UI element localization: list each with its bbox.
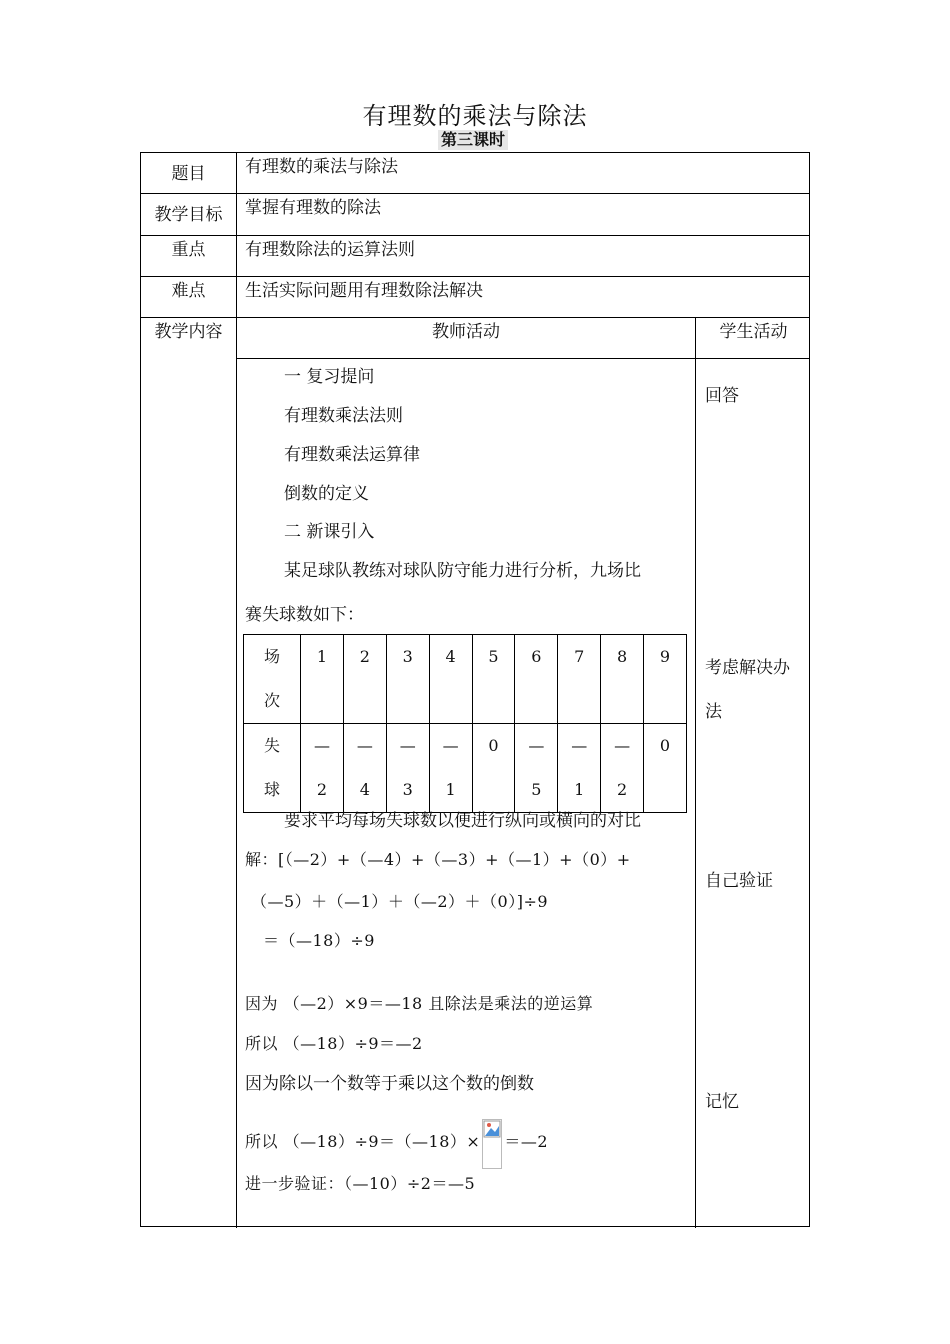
teacher-activity-header: 教师活动 bbox=[432, 322, 500, 342]
goal-cell bbox=[558, 724, 601, 813]
lesson-subtitle: 第三课时 bbox=[438, 130, 508, 150]
review-item-reciprocal: 倒数的定义 bbox=[284, 484, 369, 504]
column-divider bbox=[695, 317, 696, 1228]
student-consider-solution-line2: 法 bbox=[705, 702, 722, 722]
difficulty-label: 难点 bbox=[171, 281, 206, 301]
goal-sign: — bbox=[614, 736, 631, 755]
topic-label: 题目 bbox=[171, 164, 206, 184]
goal-value: 2 bbox=[316, 780, 328, 799]
topic-value: 有理数的乘法与除法 bbox=[245, 157, 398, 177]
key-point-label: 重点 bbox=[171, 240, 206, 260]
fraction-image-icon bbox=[482, 1119, 502, 1169]
game-cell: 9 bbox=[644, 635, 687, 724]
solution-line1: 解：[（—2）+（—4）+（—3）+（—1）+（0）+ bbox=[245, 850, 631, 869]
row-divider bbox=[236, 358, 809, 359]
goal-value: 3 bbox=[402, 780, 413, 799]
header-char: 失 bbox=[263, 736, 280, 755]
calc-right: ＝—2 bbox=[504, 1132, 548, 1151]
problem-text-line1: 某足球队教练对球队防守能力进行分析，九场比 bbox=[284, 561, 641, 581]
content-label: 教学内容 bbox=[154, 322, 223, 342]
goals-header-cell bbox=[244, 724, 301, 813]
goal-sign: — bbox=[528, 736, 545, 755]
requirement-text: 要求平均每场失球数以便进行纵向或横向的对比 bbox=[284, 811, 641, 831]
document-title: 有理数的乘法与除法 bbox=[362, 102, 588, 130]
student-memorize: 记忆 bbox=[705, 1092, 739, 1112]
header-char: 场 bbox=[263, 647, 280, 666]
goal-cell bbox=[644, 724, 687, 813]
game-cell: 7 bbox=[558, 635, 601, 724]
game-cell: 6 bbox=[515, 635, 558, 724]
reciprocal-calculation bbox=[245, 1119, 548, 1169]
goal-cell bbox=[472, 724, 515, 813]
games-header-cell bbox=[244, 635, 301, 724]
goal-cell bbox=[386, 724, 429, 813]
goal-sign: — bbox=[442, 736, 459, 755]
goal-sign: — bbox=[399, 736, 416, 755]
row-divider bbox=[141, 193, 809, 194]
table-row bbox=[244, 724, 687, 813]
goal-sign: — bbox=[313, 736, 330, 755]
game-cell: 2 bbox=[343, 635, 386, 724]
game-cell: 1 bbox=[301, 635, 344, 724]
header-char: 次 bbox=[263, 691, 280, 710]
review-item-multiplication-laws: 有理数乘法运算律 bbox=[284, 445, 420, 465]
goal-value: 1 bbox=[445, 780, 456, 799]
row-divider bbox=[141, 235, 809, 236]
goal-sign: — bbox=[571, 736, 588, 755]
game-cell: 4 bbox=[429, 635, 472, 724]
student-consider-solution-line1: 考虑解决办 bbox=[705, 658, 790, 678]
reasoning-line1: 因为 （—2）×9＝—18 且除法是乘法的逆运算 bbox=[245, 994, 594, 1013]
table-row bbox=[244, 635, 687, 724]
solution-line2: （—5）＋（—1）＋（—2）＋（0）]÷9 bbox=[251, 892, 549, 911]
reciprocal-rule-text: 因为除以一个数等于乘以这个数的倒数 bbox=[245, 1074, 534, 1094]
key-point-value: 有理数除法的运算法则 bbox=[245, 240, 415, 260]
goal-sign: 0 bbox=[659, 736, 671, 755]
header-char: 球 bbox=[263, 780, 280, 799]
goal-sign: 0 bbox=[488, 736, 499, 755]
calc-left: 所以 （—18）÷9＝（—18）× bbox=[245, 1132, 481, 1151]
lesson-plan-table bbox=[140, 152, 810, 1227]
row-divider bbox=[141, 317, 809, 318]
further-verification: 进一步验证：（—10）÷2＝—5 bbox=[245, 1174, 476, 1193]
student-answer: 回答 bbox=[705, 386, 739, 406]
game-cell: 3 bbox=[386, 635, 429, 724]
goal-cell bbox=[343, 724, 386, 813]
goal-value: 4 bbox=[359, 780, 370, 799]
goal-sign: — bbox=[356, 736, 373, 755]
new-lesson-heading: 二 新课引入 bbox=[284, 522, 375, 542]
goal-value: 5 bbox=[531, 780, 542, 799]
review-item-multiplication-rule: 有理数乘法法则 bbox=[284, 406, 403, 426]
goal-label: 教学目标 bbox=[154, 205, 223, 225]
goal-cell bbox=[301, 724, 344, 813]
goal-value: 2 bbox=[616, 780, 628, 799]
goals-conceded-table bbox=[243, 634, 687, 813]
goal-value: 1 bbox=[574, 780, 585, 799]
goal-cell bbox=[429, 724, 472, 813]
student-self-verify: 自己验证 bbox=[705, 871, 773, 891]
solution-line3: ＝（—18）÷9 bbox=[263, 931, 375, 950]
game-cell: 8 bbox=[601, 635, 644, 724]
student-activity-header: 学生活动 bbox=[719, 322, 788, 342]
difficulty-value: 生活实际问题用有理数除法解决 bbox=[245, 281, 483, 301]
column-divider bbox=[236, 153, 237, 1228]
reasoning-line2: 所以 （—18）÷9＝—2 bbox=[245, 1034, 423, 1053]
goal-cell bbox=[515, 724, 558, 813]
review-heading: 一 复习提问 bbox=[284, 367, 375, 387]
goal-cell bbox=[601, 724, 644, 813]
goal-value: 掌握有理数的除法 bbox=[245, 198, 381, 218]
game-cell: 5 bbox=[472, 635, 515, 724]
row-divider bbox=[141, 276, 809, 277]
problem-text-line2: 赛失球数如下： bbox=[245, 605, 364, 625]
